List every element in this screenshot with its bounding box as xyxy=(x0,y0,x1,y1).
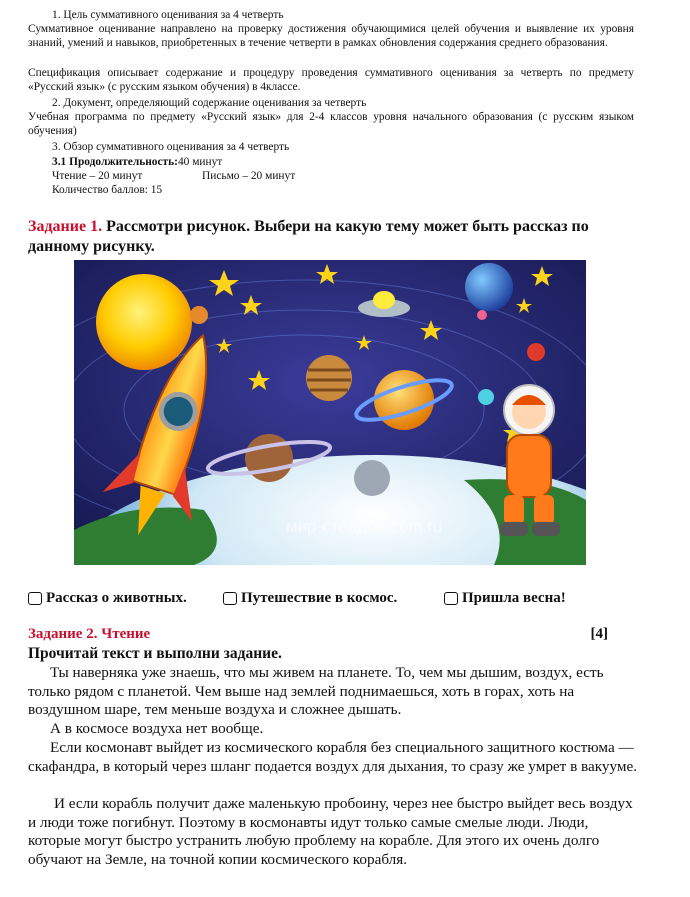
section-1-paragraph-1: Суммативное оценивание направлено на проверку достижения обучающимися целей обучения и выявление их уровня знаний, умений и навыков, приобретенных в течение четверти в рамках обновления содержания среднего образования. xyxy=(28,23,634,49)
checkbox[interactable] xyxy=(28,592,42,605)
section-1-title: 1. Цель суммативного оценивания за 4 четверть xyxy=(52,9,284,21)
reading-paragraph: Ты наверняка уже знаешь, что мы живем на планете. То, чем мы дышим, воздух, есть только рядом с планетой. Чем выше над землей поднимаешься, хоть в горах, хоть на воздушном шаре, тем меньше воздуха и сложнее дышать. xyxy=(28,664,604,719)
reading-paragraph: И если корабль получит даже маленькую пробоину, через нее быстро выйдет весь воздух и люди тоже погибнут. Поэтому в космонавты идут только самые смелые люди. Люди, которые могут быстро устранить любую проблему на корабле. Для этого их очень долго обучают на Земле, на точной копии космического корабля. xyxy=(28,795,633,868)
reading-writing-line xyxy=(52,170,658,184)
points-count: Количество баллов: 15 xyxy=(52,184,163,196)
reading-paragraph: Если космонавт выйдет из космического корабля без специального защитного костюма — скафандра, в который через шланг подается воздух для дыхания, то сразу же умрет в вакууме. xyxy=(28,739,638,775)
option-animals[interactable] xyxy=(28,590,187,607)
reading-time: Чтение – 20 минут xyxy=(52,170,143,182)
task-2-score: [4] xyxy=(590,626,608,642)
option-label: Путешествие в космос. xyxy=(241,590,398,606)
task-1-label: Задание 1. xyxy=(28,218,103,235)
option-label: Пришла весна! xyxy=(462,590,566,606)
duration-line xyxy=(52,156,658,170)
task-2-heading xyxy=(28,626,608,643)
task-2-instruction: Прочитай текст и выполни задание. xyxy=(28,645,282,662)
space-illustration xyxy=(74,260,586,565)
option-spring[interactable] xyxy=(444,590,566,607)
section-2-title: 2. Документ, определяющий содержание оценивания за четверть xyxy=(52,97,367,109)
task-2-label: Задание 2. Чтение xyxy=(28,626,151,642)
section-3-title: 3. Обзор суммативного оценивания за 4 четверть xyxy=(52,141,290,153)
writing-time: Письмо – 20 минут xyxy=(202,170,296,182)
watermark-text: мир-стендов.com.ru xyxy=(286,517,443,536)
checkbox[interactable] xyxy=(444,592,458,605)
section-2-paragraph: Учебная программа по предмету «Русский язык» для 2-4 классов уровня начального образования (с русским языком обучения) xyxy=(28,111,634,137)
task-1-text: Рассмотри рисунок. Выбери на какую тему может быть рассказ по данному рисунку. xyxy=(28,218,589,255)
duration-label: 3.1 Продолжительность: xyxy=(52,156,178,168)
option-label: Рассказ о животных. xyxy=(46,590,187,606)
duration-value: 40 минут xyxy=(177,156,223,168)
reading-paragraph: А в космосе воздуха нет вообще. xyxy=(50,720,264,737)
section-1-paragraph-2: Спецификация описывает содержание и процедуру проведения суммативного оценивания за четверть по предмету «Русский язык» (с русским языком обучения) в 4классе. xyxy=(28,67,634,93)
option-space-travel[interactable] xyxy=(223,590,397,607)
task-1-heading xyxy=(28,217,640,257)
checkbox[interactable] xyxy=(223,592,237,605)
